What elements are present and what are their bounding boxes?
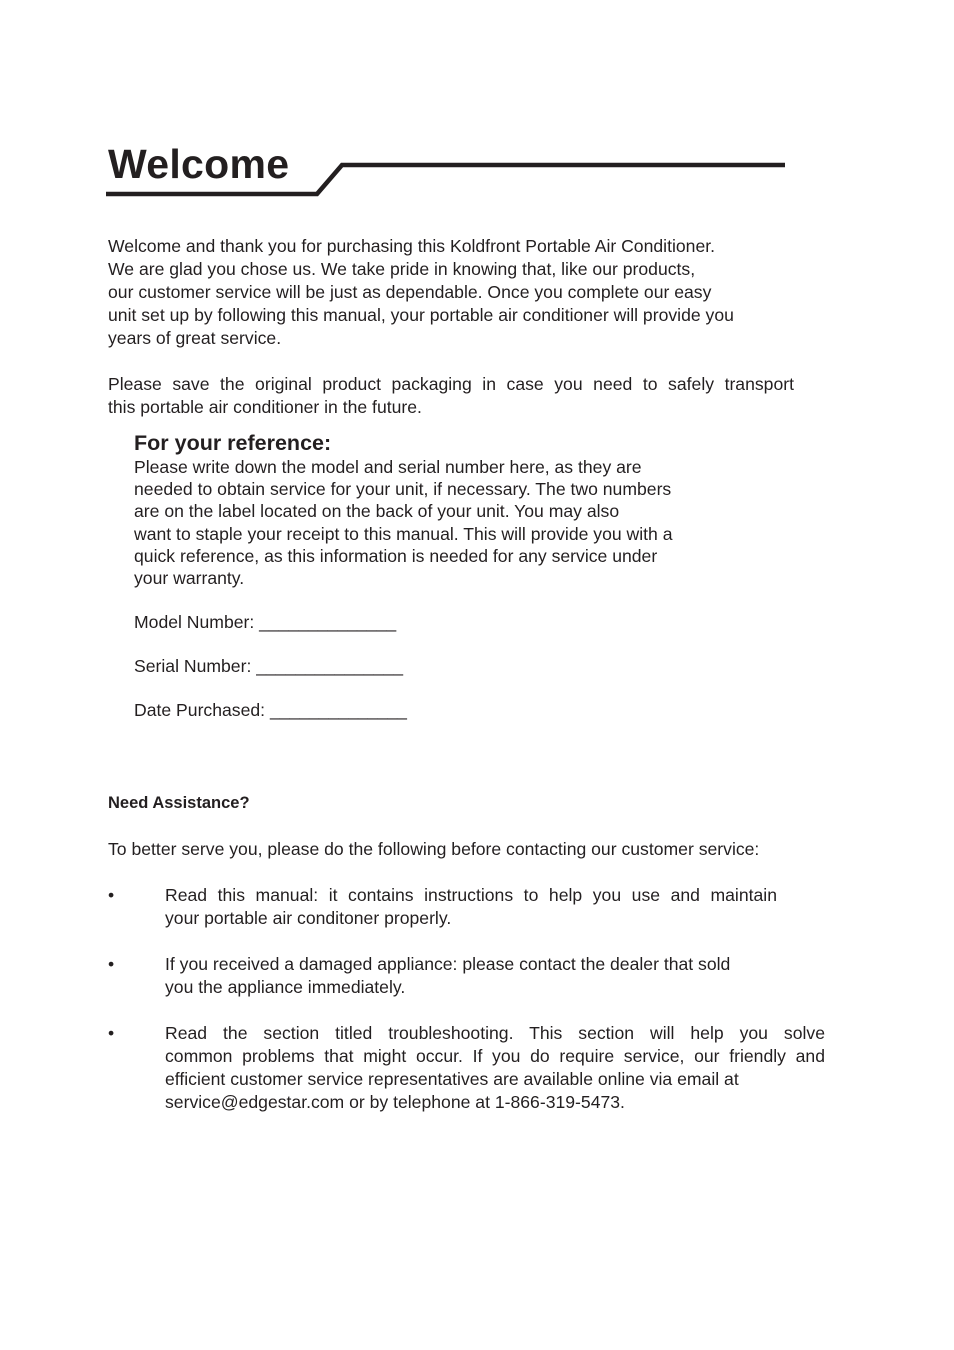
assistance-heading: Need Assistance? bbox=[108, 794, 250, 812]
intro-line: We are glad you chose us. We take pride in knowing that, like our products, bbox=[108, 259, 696, 279]
bullet-line: your portable air conditoner properly. bbox=[165, 908, 452, 928]
bullet-dot: • bbox=[108, 1023, 115, 1043]
bullet-line: If you received a damaged appliance: please contact the dealer that sold bbox=[165, 954, 731, 974]
serial-number-field: Serial Number: _______________ bbox=[134, 656, 403, 676]
packaging-line: Please save the original product packaging in case you need to safely transport bbox=[108, 374, 794, 394]
page-title: Welcome bbox=[108, 141, 290, 187]
bullet-line: service@edgestar.com or by telephone at 1-866-319-5473. bbox=[165, 1092, 625, 1112]
packaging-line: this portable air conditioner in the future. bbox=[108, 397, 422, 417]
bullet-item bbox=[165, 953, 730, 999]
date-purchased-field: Date Purchased: ______________ bbox=[134, 700, 407, 720]
reference-paragraph bbox=[134, 456, 673, 589]
bullet-dot: • bbox=[108, 885, 115, 905]
bullet-line: Read this manual: it contains instructions to help you use and maintain bbox=[165, 885, 777, 905]
intro-line: our customer service will be just as dependable. Once you complete our easy bbox=[108, 282, 712, 302]
assistance-intro-line: To better serve you, please do the following before contacting our customer service: bbox=[108, 839, 760, 859]
bullet-line: you the appliance immediately. bbox=[165, 977, 406, 997]
intro-paragraph bbox=[108, 235, 734, 350]
bullet-line: common problems that might occur. If you do require service, our friendly and bbox=[165, 1046, 825, 1066]
reference-line: needed to obtain service for your unit, if necessary. The two numbers bbox=[134, 479, 672, 500]
model-number-field: Model Number: ______________ bbox=[134, 612, 397, 632]
intro-line: years of great service. bbox=[108, 328, 282, 348]
title-underline-rule bbox=[0, 0, 954, 260]
intro-line: unit set up by following this manual, your portable air conditioner will provide you bbox=[108, 305, 734, 325]
bullet-line: efficient customer service representatives are available online via email at bbox=[165, 1069, 739, 1089]
reference-line: your warranty. bbox=[134, 568, 245, 589]
bullet-line: Read the section titled troubleshooting. This section will help you solve bbox=[165, 1023, 825, 1043]
reference-heading: For your reference: bbox=[134, 431, 332, 455]
reference-line: are on the label located on the back of your unit. You may also bbox=[134, 501, 620, 522]
bullet-item bbox=[165, 884, 777, 930]
reference-line: want to staple your receipt to this manual. This will provide you with a bbox=[134, 523, 673, 544]
bullet-item bbox=[165, 1022, 825, 1114]
packaging-paragraph bbox=[108, 373, 794, 419]
intro-line: Welcome and thank you for purchasing this Koldfront Portable Air Conditioner. bbox=[108, 236, 716, 256]
reference-line: Please write down the model and serial number here, as they are bbox=[134, 457, 642, 477]
bullet-dot: • bbox=[108, 954, 115, 974]
reference-line: quick reference, as this information is needed for any service under bbox=[134, 545, 658, 566]
assistance-intro bbox=[108, 838, 759, 861]
